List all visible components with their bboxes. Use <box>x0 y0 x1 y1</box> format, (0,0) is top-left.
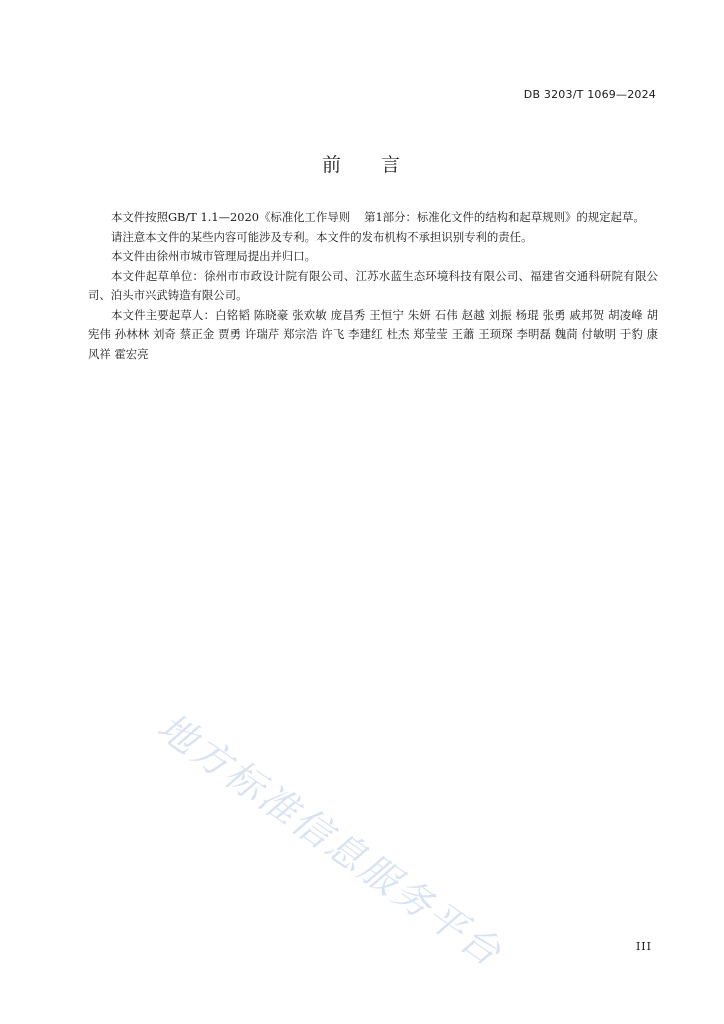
document-code: DB 3203/T 1069—2024 <box>523 88 656 101</box>
paragraph-patent-notice: 请注意本文件的某些内容可能涉及专利。本文件的发布机构不承担识别专利的责任。 <box>111 229 533 244</box>
paragraph-drafters: 本文件主要起草人：白铭韬 陈晓豪 张欢敏 庞昌秀 王恒宁 朱妍 石伟 赵越 刘振 杨琨 张勇 戚邦贺 胡凌峰 胡宪伟 孙林林 刘奇 蔡正金 贾勇 许瑞芹 郑宗浩 许飞 李建红 杜杰 郑莹莹 王蕭 王顼琛 李明磊 魏茼 付敏明 于豹 康风祥 霍宏亮 <box>88 307 658 361</box>
section-title-char-1: 前 <box>321 154 343 176</box>
section-title <box>0 150 724 177</box>
section-title-char-2: 言 <box>381 154 403 176</box>
foreword-body <box>88 208 658 364</box>
watermark: 地方标准信息服务平台 <box>149 704 511 976</box>
paragraph-proposer: 本文件由徐州市城市管理局提出并归口。 <box>111 249 317 263</box>
paragraph-standard-reference <box>88 208 658 228</box>
page-number: III <box>635 940 652 953</box>
standard-reference-part2: 第1部分：标准化文件的结构和起草规则》的规定起草。 <box>364 210 645 224</box>
standard-reference-part1: 本文件按照GB/T 1.1—2020《标准化工作导则 <box>111 210 351 224</box>
paragraph-drafting-units: 本文件起草单位：徐州市市政设计院有限公司、江苏水蓝生态环境科技有限公司、福建省交通科研院有限公司、泊头市兴武铸造有限公司。 <box>88 268 658 302</box>
